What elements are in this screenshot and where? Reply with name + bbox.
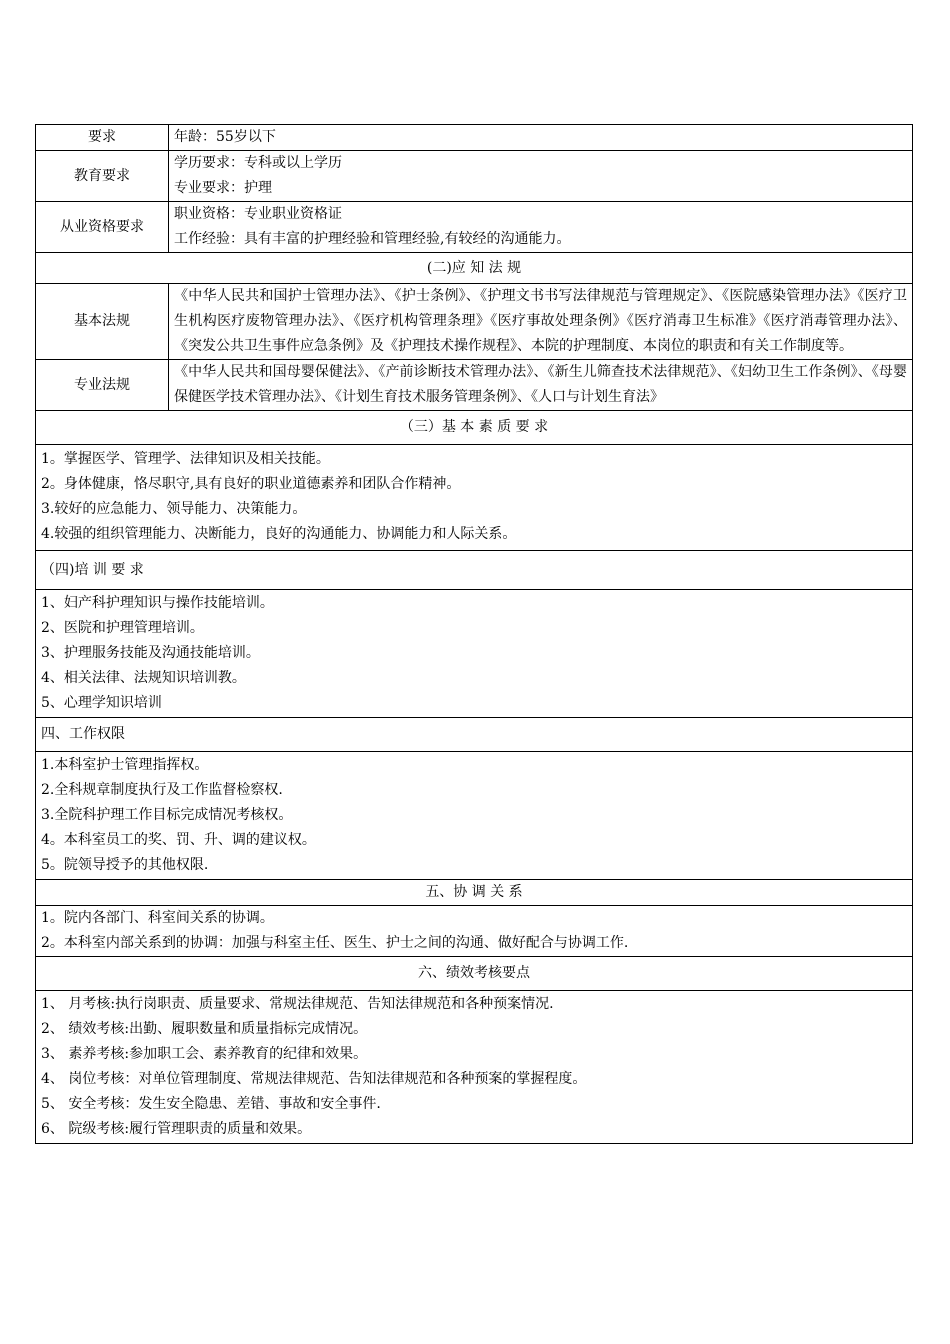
list-item: 1。院内各部门、科室间关系的协调。 xyxy=(41,910,274,926)
professional-laws-label: 专业法规 xyxy=(36,360,169,411)
coordination-section-header xyxy=(36,880,913,906)
training-items-row xyxy=(36,590,913,718)
major-requirement: 专业要求：护理 xyxy=(174,180,272,196)
basic-laws-row xyxy=(36,284,913,360)
laws-section-title: (二)应 知 法 规 xyxy=(36,253,913,284)
basic-laws-label: 基本法规 xyxy=(36,284,169,360)
list-item: 4、 岗位考核：对单位管理制度、常规法律规范、告知法律规范和各种预案的掌握程度。 xyxy=(41,1071,587,1087)
list-item: 3、 素养考核:参加职工会、素养教育的纪律和效果。 xyxy=(41,1046,368,1062)
education-label: 教育要求 xyxy=(36,151,169,202)
list-item: 6、 院级考核:履行管理职责的质量和效果。 xyxy=(41,1121,312,1137)
authority-items xyxy=(36,752,913,880)
list-item: 1。掌握医学、管理学、法律知识及相关技能。 xyxy=(41,451,330,467)
age-requirement-row xyxy=(36,125,913,151)
list-item: 5。院领导授予的其他权限. xyxy=(41,857,209,873)
quality-items xyxy=(36,445,913,551)
qualification-value xyxy=(169,202,913,253)
list-item: 4.较强的组织管理能力、决断能力，良好的沟通能力、协调能力和人际关系。 xyxy=(41,526,517,542)
job-description-table xyxy=(35,124,913,1144)
qualification-label: 从业资格要求 xyxy=(36,202,169,253)
quality-items-row xyxy=(36,445,913,551)
certificate-requirement: 职业资格：专业职业资格证 xyxy=(174,206,342,222)
performance-section-header xyxy=(36,957,913,991)
performance-section-title: 六、绩效考核要点 xyxy=(36,957,913,991)
list-item: 5、 安全考核：发生安全隐患、差错、事故和安全事件. xyxy=(41,1096,381,1112)
qualification-row xyxy=(36,202,913,253)
experience-requirement: 工作经验：具有丰富的护理经验和管理经验,有较经的沟通能力。 xyxy=(174,231,571,247)
degree-requirement: 学历要求：专科或以上学历 xyxy=(174,155,342,171)
list-item: 1.本科室护士管理指挥权。 xyxy=(41,757,209,773)
professional-laws-row xyxy=(36,360,913,411)
coordination-items-row xyxy=(36,906,913,957)
professional-laws-text: 《中华人民共和国母婴保健法》、《产前诊断技术管理办法》、《新生儿筛查技术法律规范》、《妇幼卫生工作条例》、《母婴保健医学技术管理办法》、《计划生育技术服务管理条例》、《人口与计划生育法》 xyxy=(169,360,913,411)
coordination-items xyxy=(36,906,913,957)
requirement-label: 要求 xyxy=(36,125,169,151)
list-item: 2、医院和护理管理培训。 xyxy=(41,620,204,636)
list-item: 1、妇产科护理知识与操作技能培训。 xyxy=(41,595,274,611)
authority-section-header xyxy=(36,718,913,752)
list-item: 4。本科室员工的奖、罚、升、调的建议权。 xyxy=(41,832,316,848)
quality-section-title: （三）基 本 素 质 要 求 xyxy=(36,411,913,445)
list-item: 2。本科室内部关系到的协调：加强与科室主任、医生、护士之间的沟通、做好配合与协调工作. xyxy=(41,935,629,951)
laws-section-header xyxy=(36,253,913,284)
list-item: 1、 月考核:执行岗职责、质量要求、常规法律规范、告知法律规范和各种预案情况. xyxy=(41,996,554,1012)
coordination-section-title: 五、协 调 关 系 xyxy=(36,880,913,906)
list-item: 4、相关法律、法规知识培训教。 xyxy=(41,670,246,686)
age-value: 年龄：55岁以下 xyxy=(169,125,913,151)
list-item: 3.较好的应急能力、领导能力、决策能力。 xyxy=(41,501,307,517)
training-section-title: （四)培 训 要 求 xyxy=(36,551,913,590)
performance-items xyxy=(36,991,913,1144)
authority-items-row xyxy=(36,752,913,880)
quality-section-header xyxy=(36,411,913,445)
authority-section-title: 四、工作权限 xyxy=(36,718,913,752)
education-value xyxy=(169,151,913,202)
training-section-header xyxy=(36,551,913,590)
performance-items-row xyxy=(36,991,913,1144)
education-row xyxy=(36,151,913,202)
list-item: 3、护理服务技能及沟通技能培训。 xyxy=(41,645,260,661)
list-item: 2。身体健康，恪尽职守,具有良好的职业道德素养和团队合作精神。 xyxy=(41,476,461,492)
basic-laws-text: 《中华人民共和国护士管理办法》、《护士条例》、《护理文书书写法律规范与管理规定》、《医院感染管理办法》《医疗卫生机构医疗废物管理办法》、《医疗机构管理条理》《医疗事故处理条例》《医疗消毒卫生标准》《医疗消毒管理办法》、《突发公共卫生事件应急条例》及《护理技术操作规程》、本院的护理制度、本岗位的职责和有关工作制度等。 xyxy=(169,284,913,360)
list-item: 2.全科规章制度执行及工作监督检察权. xyxy=(41,782,283,798)
training-items xyxy=(36,590,913,718)
list-item: 5、心理学知识培训 xyxy=(41,695,162,711)
list-item: 2、 绩效考核:出勤、履职数量和质量指标完成情况。 xyxy=(41,1021,368,1037)
list-item: 3.全院科护理工作目标完成情况考核权。 xyxy=(41,807,293,823)
